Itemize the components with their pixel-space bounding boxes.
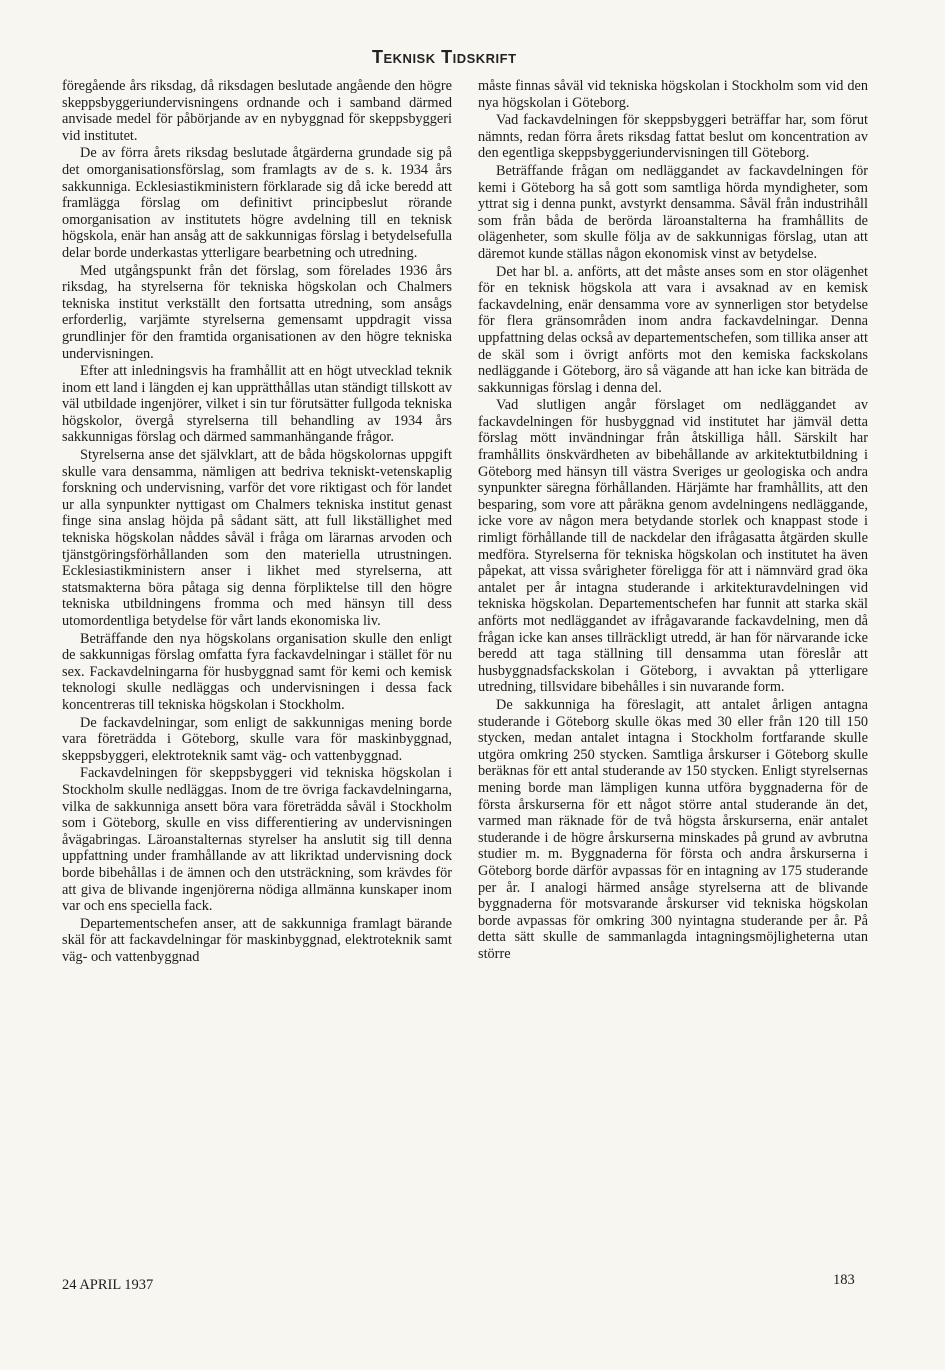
paragraph: måste finnas såväl vid tekniska högskolan i Stockholm som vid den nya högskolan i Göteborg.: [478, 78, 868, 111]
paragraph: Med utgångspunkt från det förslag, som förelades 1936 års riksdag, ha styrelserna för tekniska högskolan och Chalmers tekniska institut verkställt den fortsatta utredning, som ansågs erforderlig, varjämte styrelserna gemensamt uppdragit vissa grundlinjer för den framtida organisationen av den högre tekniska undervisningen.: [62, 262, 452, 362]
paragraph: De av förra årets riksdag beslutade åtgärderna grundade sig på det omorganisationsförslag, som framlagts av de s. k. 1934 års sakkunniga. Ecklesiastikministern förklarade sig då icke beredd att framlägga förslag om definitivt principbeslut rörande omorganisation av institutets högre avdelning till en teknisk högskola, enär han ansåg att de sakkunnigas förslag i betydelsefulla delar borde underkastas ytterligare bearbetning och utredning.: [62, 145, 452, 261]
left-text-column: [62, 78, 452, 1260]
paragraph: Efter att inledningsvis ha framhållit att en högt utvecklad teknik inom ett land i längden ej kan upprätthållas utan ständigt tillskott av väl utbildade ingenjörer, vilket i sin tur förutsätter fullgoda tekniska högskolor, övergå styrelserna till behandling av 1934 års sakkunnigas förslag och därmed sammanhängande frågor.: [62, 363, 452, 446]
paragraph: Det har bl. a. anförts, att det måste anses som en stor olägenhet för en teknisk högskola att vara i avsaknad av en kemisk fackavdelning, enär densamma vore av synnerligen stor betydelse för flera gränsområden inom andra fackavdelningar. Denna uppfattning delas också av departementschefen, som tillika anser att de skäl som i övrigt anförts mot den kemiska fackskolans nedläggande i Göteborg, äro så vägande att han icke kan biträda de sakkunnigas förslag i denna del.: [478, 263, 868, 396]
paragraph: Fackavdelningen för skeppsbyggeri vid tekniska högskolan i Stockholm skulle nedläggas. Inom de tre övriga fackavdelningarna, vilka de sakkunniga ansett böra vara företrädda såväl i Stockholm som i Göteborg, skulle en viss differentiering av undervisningen åvägabringas. Läroanstalternas styrelser ha anslutit sig till denna uppfattning under framhållande av att likriktad undervisning dock borde bibehållas i de ämnen och den utsträckning, som krävdes för att giva de blivande ingenjörerna nödiga allmänna kunskaper inom var och ens speciella fack.: [62, 765, 452, 915]
paragraph: Vad fackavdelningen för skeppsbyggeri beträffar har, som förut nämnts, redan förra årets riksdag fattat beslut om koncentration av den egentliga skeppsbyggeriundervisningen till Göteborg.: [478, 112, 868, 162]
paragraph: Beträffande den nya högskolans organisation skulle den enligt de sakkunnigas förslag omfatta fyra fackavdelningar i stället för nu sex. Fackavdelningarna för husbyggnad samt för kemi och kemisk teknologi skulle nedläggas och undervisningen i dessa fack koncentreras till tekniska högskolan i Stockholm.: [62, 630, 452, 713]
journal-title: Teknisk Tidskrift: [372, 47, 517, 67]
paragraph: Styrelserna anse det självklart, att de båda högskolornas uppgift skulle vara densamma, nämligen att bedriva tekniskt-vetenskaplig forskning och undervisning, varför det vore riktigast och för landet ur alla synpunkter nyttigast om Chalmers tekniska institut genast finge sina anslag höjda på sådant sätt, att full likställighet med tekniska högskolan nåddes såväl i fråga om lärarnas arvoden och tjänstgöringsförhållanden som den materiella utrustningen. Ecklesiastikministern anser i likhet med styrelserna, att statsmakterna böra påtaga sig denna förpliktelse till den högre tekniska utbildningens fromma och med hänsyn till dess utomordentliga betydelse för vårt lands ekonomiska liv.: [62, 447, 452, 629]
paragraph: De sakkunniga ha föreslagit, att antalet årligen antagna studerande i Göteborg skulle ökas med 30 eller från 120 till 150 stycken, medan antalet intagna i Stockholm fortfarande skulle utgöra omkring 250 stycken. Samtliga årskurser i Göteborg skulle beräknas för ett antal studerande av 150 stycken. Enligt styrelsernas mening borde man lämpligen kunna utföra byggnaderna för de första årskurserna för ett något större antal studerande än det, varmed man räknade för de två högsta årskurserna, enär antalet studerande i de högre årskurserna minskades på grund av avbrutna studier m. m. Byggnaderna för första och andra årskurserna i Göteborg borde därför avpassas för en intagning av 175 studerande per år. I analogi härmed ansåge styrelserna att de blivande byggnaderna för motsvarande årskurser vid tekniska högskolan borde avpassas för omkring 300 nyintagna studerande per år. På detta sätt skulle de sammanlagda intagningsmöjligheterna utan större: [478, 696, 868, 962]
right-text-column: [478, 78, 868, 1260]
paragraph: Beträffande frågan om nedläggandet av fackavdelningen för kemi i Göteborg ha så gott som samtliga hörda myndigheter, som yttrat sig i denna punkt, avstyrkt densamma. Såväl från industrihåll som från båda de berörda läroanstalterna ha framhållits de olägenheter, som skulle följa av de sakkunnigas förslag, utan att däremot kunde ställas någon ekonomisk vinst av betydelse.: [478, 162, 868, 262]
paragraph: Vad slutligen angår förslaget om nedläggandet av fackavdelningen för husbyggnad vid institutet har jämväl detta förslag mött invändningar från åtskilliga håll. Särskilt har framhållits önskvärdheten av bibehållande av arkitektutbildning i Göteborg med hänsyn till västra Sveriges ur geologiska och andra synpunkter säregna förhållanden. Härjämte har framhållits, att den besparing, som vore att påräkna genom avdelningens nedläggande, icke vore av någon mera betydande storlek och knappast stode i rimligt förhållande till de nackdelar den ifrågasatta åtgärden skulle medföra. Styrelserna för tekniska högskolan och institutet ha även påpekat, att vissa svårigheter föreligga för att i nämnvärd grad öka antalet per år intagna studerande i arkitekturavdelningen vid tekniska högskolan. Departementschefen har funnit att starka skäl anförts mot nedläggandet av ifrågavarande fackavdelning, men då frågan icke kan anses tillräckligt utredd, är han för närvarande icke beredd att taga ställning till densamma utan föreslår att husbyggnadsfackskolan i Göteborg, i avvaktan på ytterligare utredning, tillsvidare bibehålles i sin nuvarande form.: [478, 397, 868, 696]
paragraph: De fackavdelningar, som enligt de sakkunnigas mening borde vara företrädda i Göteborg, skulle vara för maskinbyggnad, skeppsbyggeri, elektroteknik samt väg- och vattenbyggnad.: [62, 714, 452, 764]
issue-date: 24 APRIL 1937: [62, 1277, 154, 1293]
page-number: 183: [833, 1272, 855, 1288]
paragraph: föregående års riksdag, då riksdagen beslutade angående den högre skeppsbyggeriundervisningens ordnande och i samband därmed anvisade medel för påbörjande av en nybyggnad för skeppsbyggeri vid institutet.: [62, 78, 452, 144]
paragraph: Departementschefen anser, att de sakkunniga framlagt bärande skäl för att fackavdelningar för maskinbyggnad, elektroteknik samt väg- och vattenbyggnad: [62, 915, 452, 965]
